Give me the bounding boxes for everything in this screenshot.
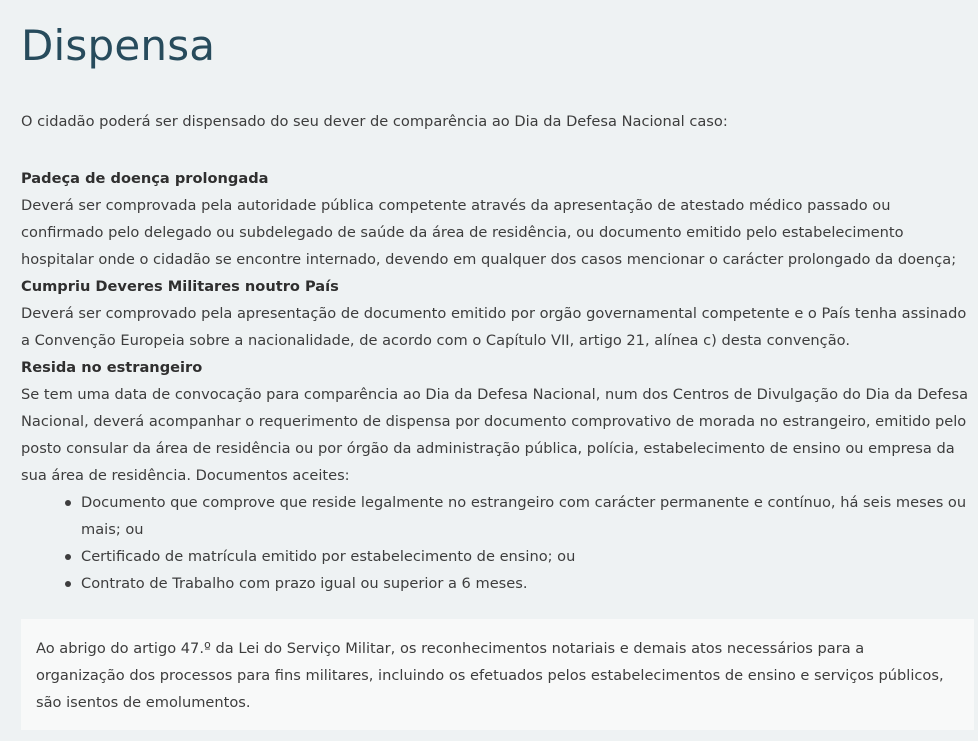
page-title: Dispensa bbox=[21, 21, 216, 70]
list-item: Certificado de matrícula emitido por estabelecimento de ensino; ou bbox=[81, 543, 971, 570]
intro-text: O cidadão poderá ser dispensado do seu dever de comparência ao Dia da Defesa Nacional caso: bbox=[21, 113, 728, 130]
accepted-documents-list bbox=[21, 489, 971, 597]
section-body: Deverá ser comprovado pela apresentação de documento emitido por orgão governamental competente e o País tenha assinado a Convenção Europeia sobre a nacionalidade, de acordo com o Capítulo VII, artigo 21, alínea c) desta convenção. bbox=[21, 305, 967, 349]
notice-text: Ao abrigo do artigo 47.º da Lei do Serviço Militar, os reconhecimentos notariais e demais atos necessários para a organização dos processos para fins militares, incluindo os efetuados pelos estabelecimentos de ensino e serviços públicos, são isentos de emolumentos. bbox=[36, 640, 944, 711]
section-body: Deverá ser comprovada pela autoridade pública competente através da apresentação de atestado médico passado ou confirmado pelo delegado ou subdelegado de saúde da área de residência, ou documento emitido pelo estabelecimento hospitalar onde o cidadão se encontre internado, devendo em qualquer dos casos mencionar o carácter prolongado da doença; bbox=[21, 197, 957, 268]
section-military-duties-abroad bbox=[21, 273, 978, 354]
section-title: Resida no estrangeiro bbox=[21, 359, 203, 376]
section-prolonged-illness bbox=[21, 165, 978, 273]
exemption-sections bbox=[21, 165, 978, 597]
section-title: Padeça de doença prolongada bbox=[21, 170, 269, 187]
list-item: Contrato de Trabalho com prazo igual ou superior a 6 meses. bbox=[81, 570, 971, 597]
section-resides-abroad bbox=[21, 354, 978, 597]
list-item: Documento que comprove que reside legalmente no estrangeiro com carácter permanente e contínuo, há seis meses ou mais; ou bbox=[81, 489, 971, 543]
section-title: Cumpriu Deveres Militares noutro País bbox=[21, 278, 339, 295]
section-body: Se tem uma data de convocação para comparência ao Dia da Defesa Nacional, num dos Centros de Divulgação do Dia da Defesa Nacional, deverá acompanhar o requerimento de dispensa por documento comprovativo de morada no estrangeiro, emitido pelo posto consular da área de residência ou por órgão da administração pública, polícia, estabelecimento de ensino ou empresa da sua área de residência. Documentos aceites: bbox=[21, 386, 969, 484]
notice-box bbox=[21, 619, 974, 730]
